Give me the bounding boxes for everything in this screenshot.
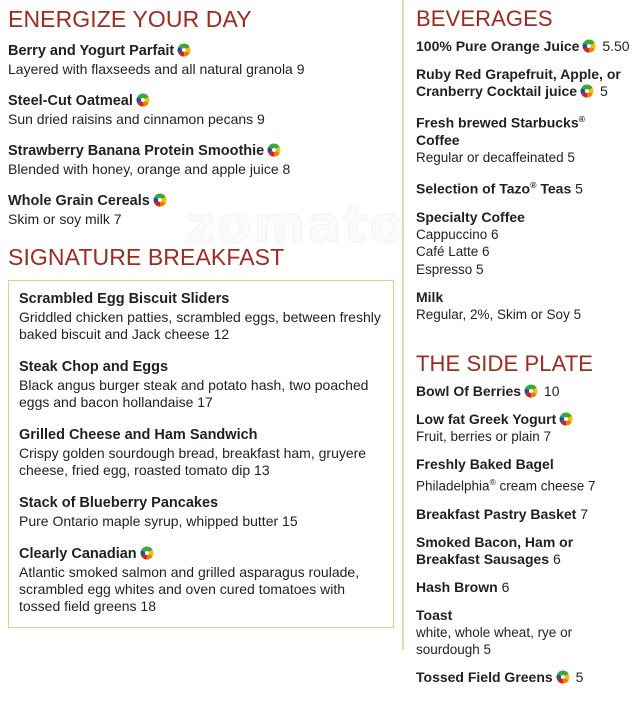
pinwheel-icon <box>177 43 191 57</box>
pinwheel-icon <box>136 93 150 107</box>
menu-item <box>416 289 632 324</box>
menu-item-description: Cappuccino 6 <box>416 226 499 242</box>
section-heading: THE SIDE PLATE <box>416 350 594 376</box>
menu-item-name: Smoked Bacon, Ham or Breakfast Sausages 6 <box>416 534 574 568</box>
menu-item <box>416 456 632 495</box>
menu-item <box>416 38 632 55</box>
section-items <box>8 280 394 628</box>
pinwheel-icon <box>556 670 570 684</box>
menu-item-name: Freshly Baked Bagel <box>416 456 554 473</box>
menu-item-name: Toast <box>416 607 453 624</box>
section-gap <box>416 335 632 351</box>
menu-item <box>19 426 383 479</box>
menu-item <box>416 66 632 100</box>
pinwheel-icon <box>582 39 596 53</box>
section-heading: BEVERAGES <box>416 6 553 31</box>
section-gap <box>8 228 394 244</box>
menu-item-name: Low fat Greek Yogurt <box>416 411 632 428</box>
pinwheel-icon <box>524 384 538 398</box>
menu-item-name: 100% Pure Orange Juice 5.50 <box>416 38 630 54</box>
menu-item <box>416 111 632 166</box>
menu-item <box>416 411 632 446</box>
menu-item-description: Griddled chicken patties, scrambled eggs, between freshly baked biscuit and Jack cheese 12 <box>19 309 381 342</box>
menu-item <box>8 142 394 178</box>
menu-item-name: Strawberry Banana Protein Smoothie <box>8 142 394 160</box>
pinwheel-icon <box>267 143 281 157</box>
section-heading: SIGNATURE BREAKFAST <box>8 244 285 270</box>
menu-item-name: Selection of Tazo® Teas 5 <box>416 180 583 197</box>
menu-item-price: 6 <box>501 579 510 596</box>
menu-item <box>19 545 383 615</box>
menu-item-description: Pure Ontario maple syrup, whipped butter 15 <box>19 513 298 529</box>
menu-item <box>8 42 394 78</box>
menu-item-description: Layered with flaxseeds and all natural granola 9 <box>8 61 305 77</box>
menu-item-name: Milk <box>416 289 444 306</box>
menu-item-description: Atlantic smoked salmon and grilled asparagus roulade, scrambled egg whites and oven cured tomatoes with tossed field greens 18 <box>19 564 360 614</box>
menu-item-description: Crispy golden sourdough bread, breakfast ham, gruyere cheese, fried egg, roasted tomato dip 13 <box>19 445 367 478</box>
menu-item-description: Café Latte 6 <box>416 244 490 260</box>
section-gap <box>416 697 632 713</box>
menu-item <box>416 383 632 400</box>
registered-mark: ® <box>489 477 496 488</box>
menu-item-name: Steak Chop and Eggs <box>19 359 169 375</box>
section-items <box>416 38 632 324</box>
menu-item <box>416 669 632 686</box>
registered-mark: ® <box>530 180 537 191</box>
menu-item <box>416 579 632 596</box>
menu-item-price: 5.50 <box>602 38 630 54</box>
menu-item <box>19 290 383 343</box>
menu-item <box>19 358 383 411</box>
menu-item-name: Specialty Coffee <box>416 208 525 225</box>
pinwheel-icon <box>580 84 594 98</box>
menu-item <box>8 192 394 228</box>
menu-item-name: Tossed Field Greens 5 <box>416 669 584 686</box>
registered-mark: ® <box>578 114 586 124</box>
menu-item-name: Berry and Yogurt Parfait <box>8 42 394 60</box>
zomato-watermark: zomato <box>186 196 406 254</box>
menu-item <box>8 92 394 128</box>
menu-item-name: Grilled Cheese and Ham Sandwich <box>19 427 258 443</box>
menu-item-description: Fruit, berries or plain 7 <box>416 428 552 444</box>
menu-item <box>19 494 383 530</box>
menu-item-description: Blended with honey, orange and apple juice 8 <box>8 161 291 177</box>
menu-item-name: Bowl Of Berries 10 <box>416 382 560 399</box>
menu-item-description: white, whole wheat, rye or sourdough 5 <box>416 625 573 657</box>
menu-item-name: Scrambled Egg Biscuit Sliders <box>19 291 230 307</box>
menu-item-description: Skim or soy milk 7 <box>8 211 122 227</box>
menu-item <box>416 209 632 279</box>
menu-item-description: Espresso 5 <box>416 261 484 277</box>
menu-item-description: Regular or decaffeinated 5 <box>416 149 575 165</box>
menu-item-price: 6 <box>552 551 561 568</box>
menu-item-name: Clearly Canadian <box>19 545 383 563</box>
pinwheel-icon <box>559 412 573 426</box>
menu-item-name: Whole Grain Cereals <box>8 192 394 210</box>
section-items <box>8 42 394 228</box>
menu-item <box>416 534 632 568</box>
section-heading: ENERGIZE YOUR DAY <box>8 6 252 32</box>
pinwheel-icon <box>153 193 167 207</box>
menu-item-description: Regular, 2%, Skim or Soy 5 <box>416 307 582 323</box>
menu-item-name: Steel-Cut Oatmeal <box>8 92 394 110</box>
right-column <box>404 0 638 686</box>
menu-item-price: 5 <box>575 180 583 197</box>
menu-item-price: 7 <box>580 506 589 523</box>
menu-item <box>416 506 632 523</box>
menu-item-price: 5 <box>599 83 608 99</box>
menu-item-description: Sun dried raisins and cinnamon pecans 9 <box>8 111 265 127</box>
menu-item-name: Fresh brewed Starbucks® Coffee <box>416 114 586 148</box>
menu-item-description: Black angus burger steak and potato hash, two poached eggs and bacon hollandaise 17 <box>19 377 369 410</box>
menu-item <box>416 607 632 658</box>
menu-item-description: Philadelphia® cream cheese 7 <box>416 477 596 494</box>
section-gap <box>8 628 394 644</box>
menu-item-name: Breakfast Pastry Basket 7 <box>416 506 589 523</box>
pinwheel-icon <box>140 546 154 560</box>
menu-item-price: 5 <box>575 669 584 686</box>
menu-item-name: Ruby Red Grapefruit, Apple, or Cranberry Cocktail juice 5 <box>416 66 621 99</box>
menu-item-price: 10 <box>543 382 560 399</box>
menu-item-name: Hash Brown 6 <box>416 579 510 596</box>
menu-item <box>416 177 632 198</box>
section-items <box>416 383 632 687</box>
menu-item-name: Stack of Blueberry Pancakes <box>19 495 219 511</box>
